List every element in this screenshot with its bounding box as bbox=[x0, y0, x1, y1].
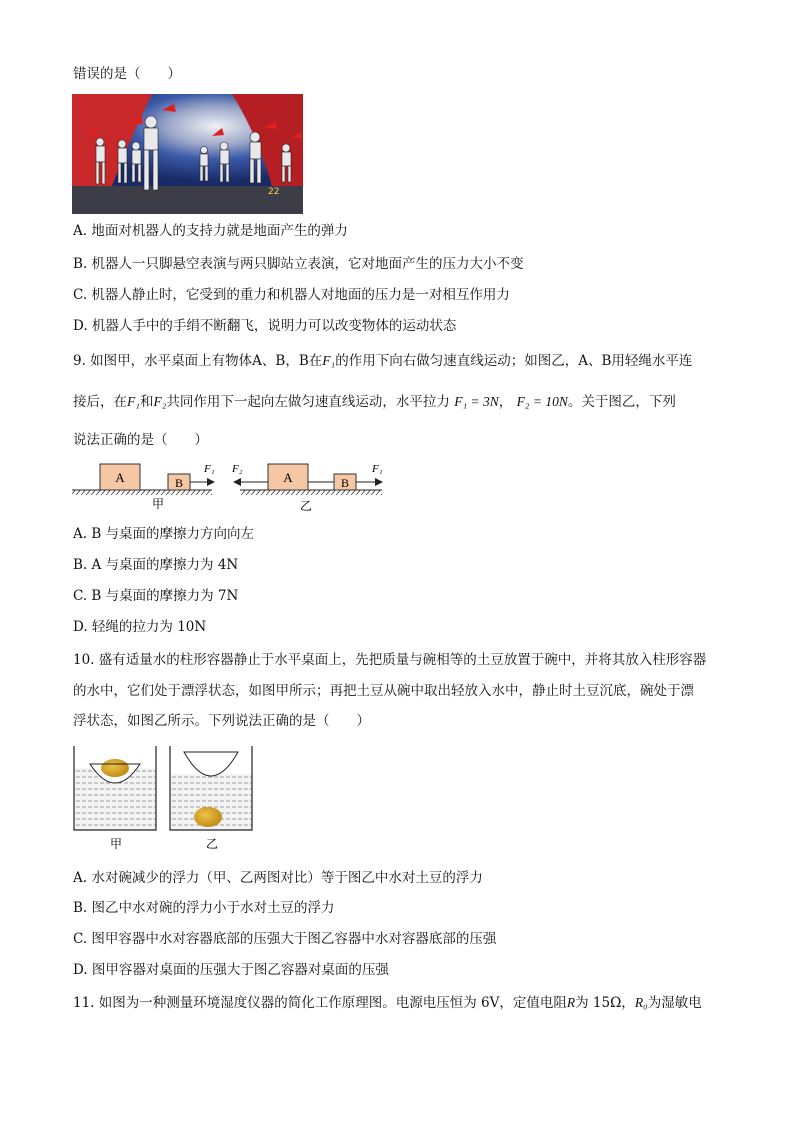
force-f1-label: F₁ bbox=[204, 463, 215, 475]
q10-option-a: A. 水对碗减少的浮力（甲、乙两图对比）等于图乙中水对土豆的浮力 bbox=[73, 870, 483, 886]
q9-option-b: B. A 与桌面的摩擦力为 4N bbox=[73, 557, 239, 573]
question-intro: 错误的是（ ） bbox=[73, 66, 181, 82]
caption-jia: 甲 bbox=[110, 837, 123, 851]
q9-option-a: A. B 与桌面的摩擦力方向向左 bbox=[73, 526, 255, 542]
q9-stem-line1 bbox=[73, 351, 692, 371]
q9-f1-symbol: F₁ bbox=[322, 353, 336, 368]
q10-stem-line2: 的水中，它们处于漂浮状态，如图甲所示；再把土豆从碗中取出轻放入水中，静止时土豆沉底，碗处于漂 bbox=[73, 683, 694, 699]
force-f2-label: F₂ bbox=[232, 463, 243, 475]
q11-r-symbol: R bbox=[566, 995, 576, 1010]
caption-yi: 乙 bbox=[300, 499, 313, 513]
q9-f2-symbol: F₂ bbox=[153, 394, 167, 409]
q9-f1-symbol: F₁ bbox=[127, 394, 140, 409]
q9-stem-text: 和 bbox=[139, 394, 154, 410]
q11-r0-symbol: R₀ bbox=[634, 995, 648, 1010]
q10-stem-line1: 10. 盛有适量水的柱形容器静止于水平桌面上，先把质量与碗相等的土豆放置于碗中，并将其放入柱形容器 bbox=[73, 652, 707, 668]
q10-stem-line3: 浮状态，如图乙所示。下列说法正确的是（ ） bbox=[73, 713, 370, 729]
potato-jia bbox=[101, 759, 129, 777]
q11-stem-line1 bbox=[73, 993, 702, 1013]
q10-option-b: B. 图乙中水对碗的浮力小于水对土豆的浮力 bbox=[73, 900, 335, 916]
caption-jia: 甲 bbox=[152, 497, 165, 511]
q8-option-a: A. 地面对机器人的支持力就是地面产生的弹力 bbox=[73, 223, 348, 239]
q9-stem-text: 的作用下向右做匀速直线运动；如图乙，A、B用轻绳水平连 bbox=[335, 353, 693, 369]
q9-option-c: C. B 与桌面的摩擦力为 7N bbox=[73, 588, 239, 604]
block-b-label: B bbox=[174, 476, 184, 490]
q9-stem-text: 9. 如图甲，水平桌面上有物体A、B，B在 bbox=[73, 353, 323, 369]
bowl-yi bbox=[184, 752, 238, 776]
block-a-label: A bbox=[115, 470, 125, 485]
caption-yi: 乙 bbox=[206, 837, 219, 851]
q10-option-c: C. 图甲容器中水对容器底部的压强大于图乙容器中水对容器底部的压强 bbox=[73, 931, 497, 947]
q11-stem-text: 11. 如图为一种测量环境湿度仪器的简化工作原理图。电源电压恒为 6V，定值电阻 bbox=[73, 995, 567, 1011]
block-b-label: B bbox=[340, 476, 350, 490]
q9-stem-line3: 说法正确的是（ ） bbox=[73, 432, 208, 448]
q9-stem-text: 。关于图乙，下列 bbox=[567, 394, 676, 410]
q9-f1-value: F₁ = 3N bbox=[454, 394, 499, 409]
robot-performance-photo bbox=[72, 94, 303, 214]
q9-stem-line2 bbox=[73, 392, 676, 412]
q11-stem-text: 为 15Ω， bbox=[575, 995, 635, 1011]
q9-stem-text: 接后，在 bbox=[73, 394, 127, 410]
q8-option-c: C. 机器人静止时，它受到的重力和机器人对地面的压力是一对相互作用力 bbox=[73, 287, 510, 303]
table-hatch-jia bbox=[72, 490, 212, 495]
q9-f2-value: F₂ = 10N bbox=[516, 394, 568, 409]
force-f1-label: F₁ bbox=[372, 463, 383, 475]
table-hatch-yi bbox=[240, 490, 382, 495]
potato-yi bbox=[194, 807, 222, 827]
q8-option-d: D. 机器人手中的手绢不断翻飞，说明力可以改变物体的运动状态 bbox=[73, 318, 457, 334]
q9-stem-text: ， bbox=[498, 394, 513, 410]
q8-option-b: B. 机器人一只脚悬空表演与两只脚站立表演，它对地面产生的压力大小不变 bbox=[73, 256, 524, 272]
q10-container-diagram bbox=[70, 744, 260, 854]
q10-option-d: D. 图甲容器对桌面的压强大于图乙容器对桌面的压强 bbox=[73, 962, 389, 978]
q9-force-diagram bbox=[72, 458, 392, 518]
block-a-label: A bbox=[283, 470, 293, 485]
q9-option-d: D. 轻绳的拉力为 10N bbox=[73, 619, 207, 635]
svg-text:22: 22 bbox=[268, 187, 280, 197]
q11-stem-text: 为湿敏电 bbox=[647, 995, 702, 1011]
q9-stem-text: 共同作用下一起向左做匀速直线运动，水平拉力 bbox=[166, 394, 450, 410]
